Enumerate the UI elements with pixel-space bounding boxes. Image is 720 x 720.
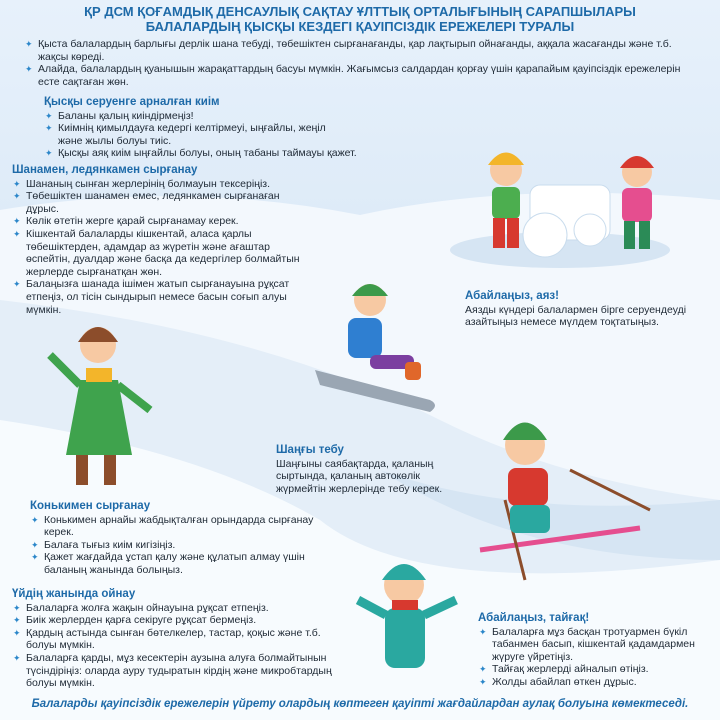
skate-item: ✦ Балаға тығыз киім кигізіңіз. (30, 539, 320, 552)
skate-heading: Конькимен сырғанау (30, 500, 151, 512)
title-line-1: ҚР ДСМ ҚОҒАМДЫҚ ДЕНСАУЛЫҚ САҚТАУ ҰЛТТЫҚ ОРТАЛЫҒЫНЫҢ САРАПШЫЛАРЫ (84, 4, 636, 19)
sled-section (12, 164, 312, 316)
ice-section (478, 612, 708, 689)
ski-heading: Шаңғы тебу (276, 444, 344, 456)
ice-heading: Абайлаңыз, тайғақ! (478, 612, 590, 624)
sled-item: ✦ Төбешіктен шанамен емес, ледянкамен сырғанаған дұрыс. (12, 190, 312, 215)
frost-heading: Абайлаңыз, аяз! (465, 290, 559, 302)
sled-heading: Шанамен, ледянкамен сырғанау (12, 164, 198, 176)
sled-item: ✦ Кішкентай балаларды кішкентай, аласа қарлы төбешіктерден, адамдар аз жүретін және ағаштар өспейтін, дуалдар және басқа да кедергілер болмайтын жерлерде сырғанатқан жөн. (12, 228, 312, 278)
house-item: ✦ Қардың астында сынған бөтелкелер, тастар, қоқыс және т.б. болуы мүмкін. (12, 627, 352, 652)
page-title (40, 4, 680, 34)
frost-text: Аязды күндері балалармен бірге серуендеуді азайтыңыз немесе мүлдем тоқтатыңыз. (465, 303, 687, 329)
sled-item: ✦ Көлік өтетін жерге қарай сырғанамау керек. (12, 215, 312, 228)
clothing-item: ✦ Қысқы аяқ киім ыңғайлы болуы, оның табаны таймауы қажет. (44, 147, 374, 160)
clothing-item: ✦ Баланы қалың киіндірмеңіз! (44, 110, 374, 123)
title-line-2: БАЛАЛАРДЫҢ ҚЫСҚЫ КЕЗДЕГІ ҚАУІПСІЗДІК ЕРЕЖЕЛЕРІ ТУРАЛЫ (145, 19, 575, 34)
intro-item: ✦ Қыста балалардың барлығы дерлік шана тебуді, төбешіктен сырғанағанды, қар лақтырып ойнағанды, аққала жасағанды және т.б. жақсы көреді. (24, 38, 696, 63)
skate-item: ✦ Қажет жағдайда ұстап қалу және құлатып алмау үшін баланың жанында болыңыз. (30, 551, 320, 576)
skate-item: ✦ Конькимен арнайы жабдықталған орындарда сырғанау керек. (30, 514, 320, 539)
house-item: ✦ Балаларға қарды, мұз кесектерін аузына алуға болмайтынын түсіндіріңіз: оларда ауру тудыратын кірдің және микробтардың болуы мүмкін. (12, 652, 352, 690)
intro-block (24, 38, 696, 88)
clothing-item: ✦ Киімнің қимылдауға кедергі келтірмеуі, ыңғайлы, жеңіл және жылы болуы тиіс. (44, 122, 328, 147)
house-section (12, 588, 352, 690)
sled-item: ✦ Шананың сынған жерлерінің болмауын тексеріңіз. (12, 178, 312, 191)
sled-item: ✦ Балаңызға шанада ішімен жатып сырғанауына рұқсат етпеңіз, ол тісін сындырып немесе басын соғып алуы мүмкін. (12, 278, 312, 316)
frost-section (465, 290, 695, 329)
ice-item: ✦ Тайғақ жерлерді айналып өтіңіз. (478, 663, 708, 676)
ski-section (276, 444, 466, 495)
ice-item: ✦ Балаларға мұз басқан тротуармен бүкіл табанмен басып, кішкентай қадамдармен жүруге үйретіңіз. (478, 626, 708, 664)
ice-item: ✦ Жолды абайлап өткен дұрыс. (478, 676, 708, 689)
clothing-heading: Қысқы серуенге арналған киім (44, 96, 220, 108)
skate-section (30, 500, 320, 577)
footer-note: Балаларды қауіпсіздік ережелерін үйрету олардың көптеген қауіпті жағдайлардан аулақ болуына көмектеседі. (31, 698, 689, 710)
house-item: ✦ Балаларға жолға жақын ойнауына рұқсат етпеңіз. (12, 602, 352, 615)
ski-text: Шаңғыны саябақтарда, қаланың сыртында, қаланың автокөлік жүрмейтін жерлерінде тебу керек. (276, 457, 443, 495)
intro-item: ✦ Алайда, балалардың қуанышын жарақаттардың басуы мүмкін. Жағымсыз салдардан қорғау үшін қарапайым қауіпсіздік ережелерін есте сақтаған жөн. (24, 63, 696, 88)
house-item: ✦ Биік жерлерден қарға секіруге рұқсат бермеңіз. (12, 614, 352, 627)
house-heading: Үйдің жанында ойнау (12, 588, 136, 600)
clothing-section (44, 96, 374, 160)
